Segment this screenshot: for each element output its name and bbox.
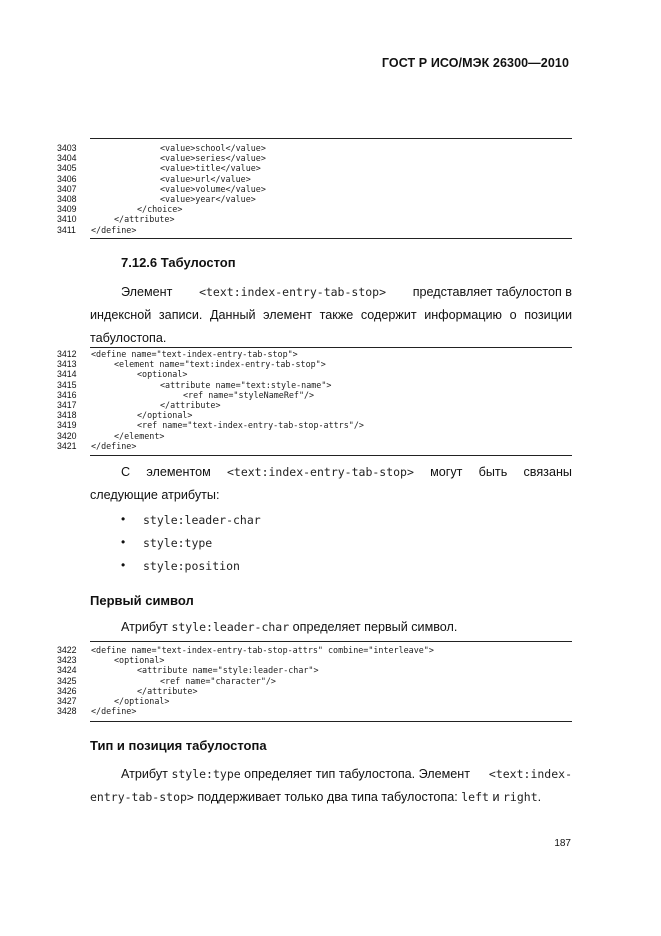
line-number: 3414 [57,369,77,380]
code-line [0,696,661,706]
code-text: <value>school</value> [160,143,266,153]
bullet-item: style:type [143,536,213,550]
code-line [0,441,661,451]
line-number: 3417 [57,399,77,410]
line-number: 3426 [57,685,77,696]
inline-code: <text:index-entry-tab-stop> [199,285,387,299]
code-line [0,194,661,204]
code-line [0,665,661,675]
text-segment: элементом [146,465,211,479]
paragraph-1-line-1 [121,281,572,304]
text-segment: могут [430,465,463,479]
text-segment: и [488,790,503,804]
code-rule-bottom [90,238,572,239]
code-text: </optional> [114,695,170,706]
line-number: 3409 [57,204,77,215]
section-title: 7.12.6 Табулостоп [121,255,236,270]
code-text: </attribute> [114,214,175,225]
bullet-glyph: • [121,512,126,526]
text-segment: быть [478,465,508,479]
text-segment: С [121,465,131,479]
paragraph-3 [121,616,457,639]
line-number: 3418 [57,410,77,421]
code-text: <element name="text:index-entry-tab-stop"> [114,359,326,370]
line-number: 3407 [57,183,77,194]
code-line [0,676,661,686]
code-rule-top [90,347,572,348]
paragraph-4-line-2 [90,786,541,809]
text-segment: связаны [523,465,572,479]
code-text: <define name="text-index-entry-tab-stop-attrs" combine="interleave"> [91,645,434,655]
code-text: <value>title</value> [160,163,261,174]
code-line [0,153,661,163]
page-number: 187 [554,838,571,849]
code-line [0,706,661,716]
code-line [0,359,661,369]
paragraph-4-line-1 [121,763,572,786]
code-line [0,204,661,214]
line-number: 3403 [57,143,77,153]
code-text: <value>volume</value> [160,183,266,194]
text-segment: определяет первый символ. [289,620,458,634]
line-number: 3428 [57,706,77,717]
line-number: 3420 [57,430,77,441]
line-number: 3424 [57,665,77,676]
inline-code: entry-tab-stop> [90,790,194,804]
bullet-item: style:position [143,559,240,573]
code-text: </attribute> [137,685,198,696]
bullet-glyph: • [121,535,126,549]
line-number: 3419 [57,420,77,431]
code-text: </element> [114,430,165,441]
code-text: </optional> [137,410,193,421]
inline-code: <text:index-entry-tab-stop> [226,465,414,479]
text-segment: Атрибут [121,620,172,634]
code-text: <attribute name="text:style-name"> [160,379,332,390]
code-text: <value>year</value> [160,193,256,204]
document-header: ГОСТ Р ИСО/МЭК 26300—2010 [381,56,569,70]
text-segment: Элемент [121,285,176,299]
code-rule-top [90,138,572,139]
text-segment: определяет тип табулостопа. Элемент [240,767,474,781]
code-line [0,225,661,235]
line-number: 3405 [57,163,77,174]
code-line [0,410,661,420]
code-rule-bottom [90,455,572,456]
code-line [0,420,661,430]
text-segment: Атрибут [121,767,172,781]
code-line [0,184,661,194]
subheading-tab-type: Тип и позиция табулостопа [90,738,267,753]
paragraph-2-line-2: следующие атрибуты: [90,488,220,502]
line-number: 3415 [57,379,77,390]
code-listing-2 [0,349,661,451]
code-text: </attribute> [160,399,221,410]
line-number: 3421 [57,440,77,451]
code-text: <value>series</value> [160,153,266,164]
code-text: <optional> [137,369,188,380]
inline-code: <text:index- [488,767,572,781]
code-line [0,655,661,665]
code-line [0,390,661,400]
text-segment: представляет табулостоп в [409,285,572,299]
code-line [0,400,661,410]
code-text: <attribute name="style:leader-char"> [137,665,319,676]
line-number: 3425 [57,675,77,686]
bullet-item: style:leader-char [143,513,261,527]
code-line [0,143,661,153]
line-number: 3416 [57,389,77,400]
code-listing-1 [0,143,661,235]
bullet-glyph: • [121,558,126,572]
code-line [0,645,661,655]
code-line [0,369,661,379]
code-text: <ref name="styleNameRef"/> [183,389,315,400]
code-line [0,174,661,184]
code-text: <optional> [114,655,165,666]
line-number: 3413 [57,359,77,370]
line-number: 3406 [57,173,77,184]
code-line [0,214,661,224]
paragraph-2-line-1 [121,461,572,484]
code-text: </define> [91,440,137,451]
code-line [0,380,661,390]
line-number: 3422 [57,645,77,655]
line-number: 3408 [57,193,77,204]
text-segment: поддерживает только два типа табулостопа: [193,790,462,804]
text-segment: . [537,790,542,804]
code-text: </choice> [137,204,183,215]
code-rule-top [90,641,572,642]
code-line [0,163,661,173]
inline-code: left [461,790,489,804]
code-line [0,431,661,441]
line-number: 3412 [57,349,77,359]
line-number: 3411 [57,224,76,235]
line-number: 3427 [57,695,77,706]
code-rule-bottom [90,721,572,722]
line-number: 3410 [57,214,77,225]
inline-code: style:type [171,767,241,781]
line-number: 3404 [57,153,77,164]
code-listing-3 [0,645,661,716]
code-line [0,686,661,696]
code-text: <ref name="text-index-entry-tab-stop-attrs"/> [137,420,364,431]
code-text: </define> [91,224,137,235]
code-text: <define name="text-index-entry-tab-stop"> [91,349,298,359]
code-text: <ref name="character"/> [160,675,276,686]
code-text: <value>url</value> [160,173,251,184]
line-number: 3423 [57,655,77,666]
subheading-first-char: Первый символ [90,593,194,608]
paragraph-1-line-3: табулостопа. [90,331,167,345]
paragraph-1-line-2: индексной записи. Данный элемент также содержит информацию о позиции [90,308,572,322]
inline-code: right [503,790,538,804]
code-line [0,349,661,359]
code-text: </define> [91,706,137,717]
inline-code: style:leader-char [171,620,290,634]
